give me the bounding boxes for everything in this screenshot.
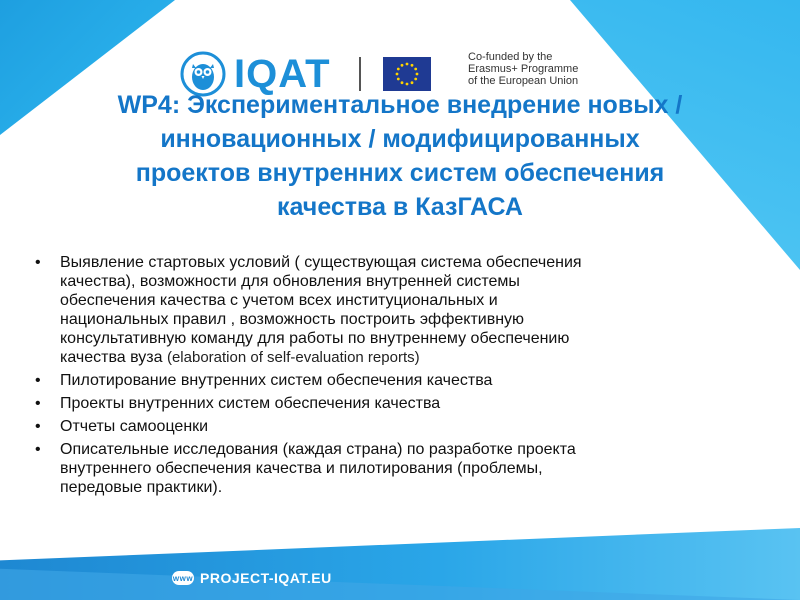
- title-line: инновационных / модифицированных: [160, 125, 640, 153]
- bullet-item-descriptive-studies: [32, 440, 732, 497]
- bullet-english-note: (elaboration of self-evaluation reports): [166, 349, 420, 366]
- cofunded-line: of the European Union: [468, 75, 579, 87]
- bullet-line: • Проекты внутренних систем обеспечения качества: [60, 395, 441, 412]
- bullet-line-text: качества вуза: [60, 349, 163, 366]
- bullet-line: внутреннего обеспечения качества и пилотирования (проблемы,: [60, 460, 543, 477]
- bullet-item-piloting: [32, 371, 732, 390]
- iqat-logo-text: IQAT: [234, 51, 331, 96]
- title-line: WP4: Экспериментальное внедрение новых /: [117, 91, 683, 119]
- globe-www-icon: www: [172, 571, 194, 585]
- bullet-line: консультативную команду для работы по внутреннему обеспечению: [60, 330, 570, 347]
- eu-flag-icon: [383, 57, 431, 91]
- cofunded-line: Erasmus+ Programme: [468, 63, 579, 75]
- cofunded-text: [468, 51, 588, 87]
- bullet-line-last: [60, 348, 732, 367]
- bullet-line: • Выявление стартовых условий ( существующая система обеспечения: [60, 254, 582, 271]
- footer-website[interactable]: [172, 570, 332, 586]
- bullet-item-starting-conditions: [32, 253, 732, 367]
- bullet-item-self-evaluation: [32, 417, 732, 436]
- bullet-line: • Отчеты самооценки: [60, 418, 209, 435]
- slide-title: [40, 88, 760, 224]
- bullet-line: • Описательные исследования (каждая страна) по разработке проекта: [60, 441, 576, 458]
- bullet-line: национальных правил , возможность построить эффективную: [60, 311, 525, 328]
- bullet-item-projects: [32, 394, 732, 413]
- bullet-line: обеспечения качества с учетом всех институциональных и: [60, 292, 498, 309]
- bullet-list: [32, 253, 732, 501]
- title-line: проектов внутренних систем обеспечения: [135, 159, 665, 187]
- bullet-line: передовые практики).: [60, 479, 223, 496]
- footer-url-text[interactable]: PROJECT-IQAT.EU: [200, 570, 332, 586]
- cofunded-line: Co-funded by the: [468, 51, 553, 63]
- logo-divider: [359, 57, 361, 91]
- bullet-line: • Пилотирование внутренних систем обеспечения качества: [60, 372, 493, 389]
- title-line: качества в КазГАСА: [277, 193, 523, 221]
- bullet-line: качества), возможности для обновления внутренней системы: [60, 273, 520, 290]
